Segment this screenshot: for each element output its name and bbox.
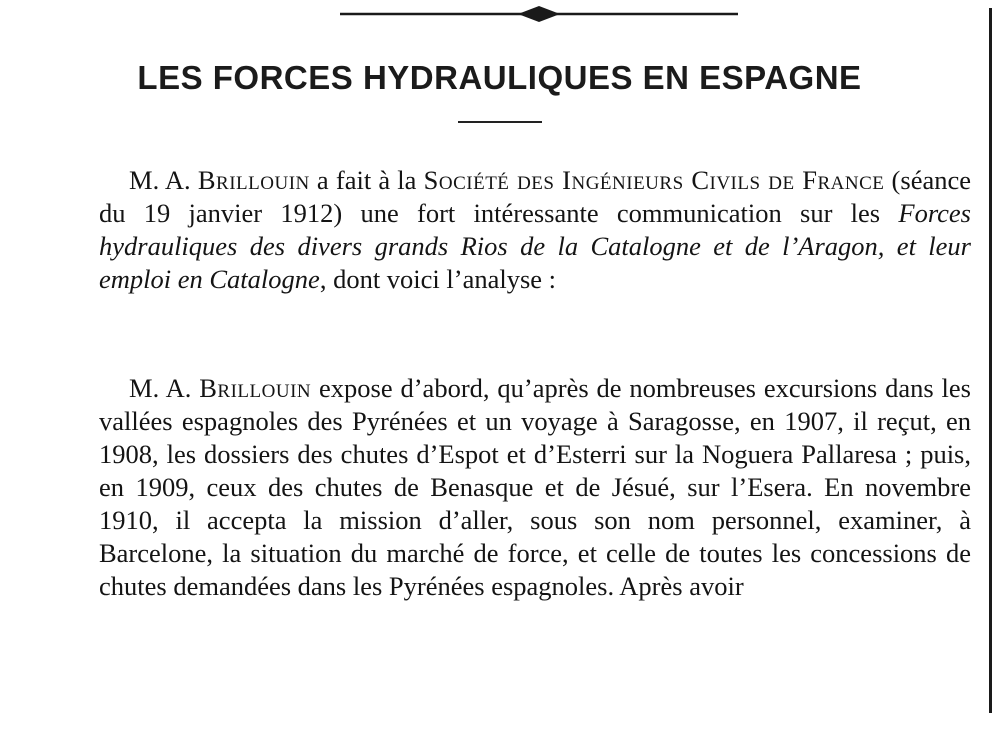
work-title: Forces hydrauliques des divers grands Rios de la Catalogne et de l’Aragon, et leur emploi en Catalogne — [99, 198, 971, 294]
author-initial: M. A. — [129, 373, 200, 403]
paragraph-1-text-a: a fait à la — [309, 165, 424, 195]
author-initial: M. A. — [129, 165, 198, 195]
author-name: Brillouin — [197, 165, 310, 195]
paragraph-1-text-b: (séance du 19 janvier 1912) une fort intéressante communication sur les — [99, 165, 971, 228]
paragraph-2 — [99, 372, 971, 603]
title-underline — [458, 121, 542, 123]
paragraph-2-text: expose d’abord, qu’après de nombreuses excursions dans les vallées espagnoles des Pyrénées et un voyage à Saragosse, en 1907, il reçut, en 1908, les dossiers des chutes d’Espot et d’Esterri sur la Noguera Pallaresa ; puis, en 1909, ceux des chutes de Benasque et de Jésué, sur l’Esera. En novembre 1910, il accepta la mission d’aller, sous son nom personnel, examiner, à Barcelone, la situation du marché de force, et celle de toutes les concessions de chutes demandées dans les Pyrénées espagnoles. Après avoir — [99, 373, 971, 601]
page-title: LES FORCES HYDRAULIQUES EN ESPAGNE — [137, 59, 862, 96]
paragraph-1 — [99, 164, 971, 296]
paragraph-1-text-c: , dont voici l’analyse : — [319, 264, 557, 294]
page-edge-rule — [989, 8, 992, 713]
society-name: Société des Ingénieurs Civils de France — [423, 165, 885, 195]
ornament-rule — [340, 2, 738, 22]
author-name: Brillouin — [199, 373, 312, 403]
